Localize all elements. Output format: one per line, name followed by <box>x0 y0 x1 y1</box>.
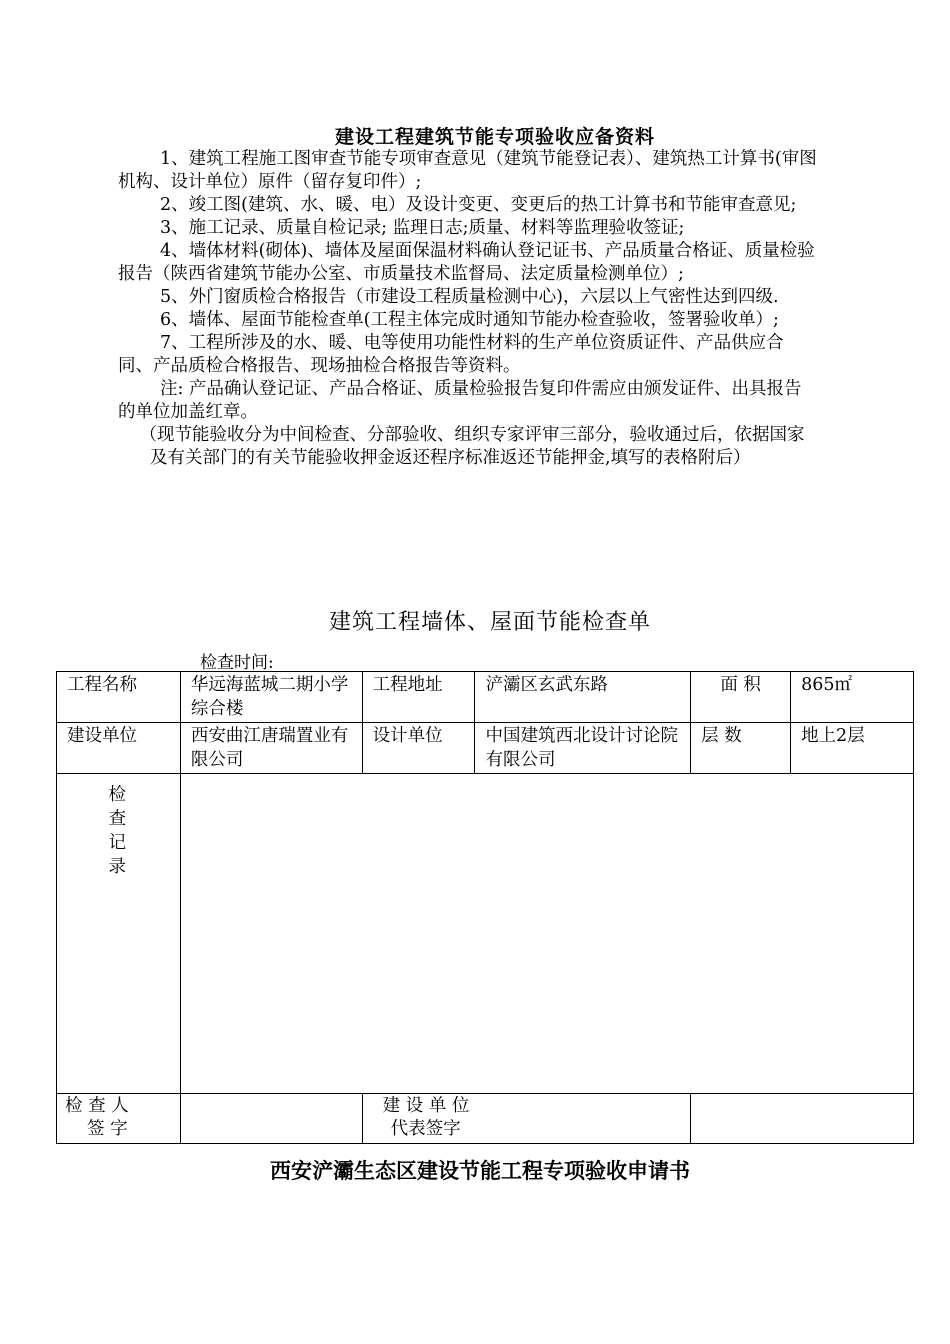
record-label-char: 录 <box>108 857 126 877</box>
record-label-char: 检 <box>108 785 126 805</box>
requirements-list <box>118 148 818 470</box>
inspector-label-line1: 检 查 人 <box>65 1096 129 1116</box>
area-value: 865㎡ <box>791 672 914 723</box>
requirement-item: 2、竣工图(建筑、水、暖、电）及设计变更、变更后的热工计算书和节能审查意见; <box>160 195 797 215</box>
requirement-item: 6、墙体、屋面节能检查单(工程主体完成时通知节能办检查验收，签署验收单）; <box>160 310 779 330</box>
requirement-item: 3、施工记录、质量自检记录; 监理日志;质量、材料等监理验收签证; <box>160 218 685 238</box>
paren-paragraph: （现节能验收分为中间检查、分部验收、组织专家评审三部分，验收通过后，依据国家及有关部门的有关节能验收押金返还程序标准返还节能押金,填写的表格附后） <box>139 425 805 468</box>
address-value: 浐灞区玄武东路 <box>475 672 691 723</box>
note-paragraph: 注: 产品确认登记证、产品合格证、质量检验报告复印件需应由颁发证件、出具报告的单位加盖红章。 <box>118 379 802 422</box>
floors-value: 地上2层 <box>791 723 914 774</box>
form-title: 建筑工程墙体、屋面节能检查单 <box>328 610 651 635</box>
record-label-char: 查 <box>108 809 126 829</box>
designer-value: 中国建筑西北设计讨论院有限公司 <box>475 723 691 774</box>
table-row <box>57 774 914 1094</box>
requirement-item: 1、建筑工程施工图审查节能专项审查意见（建筑节能登记表）、建筑热工计算书(审图机构、设计单位）原件（留存复印件）; <box>118 149 817 192</box>
footer-title: 西安浐灞生态区建设节能工程专项验收申请书 <box>270 1159 690 1183</box>
designer-label: 设计单位 <box>362 723 475 774</box>
address-label: 工程地址 <box>362 672 475 723</box>
table-row <box>57 672 914 723</box>
doc-title: 建设工程建筑节能专项验收应备资料 <box>334 126 655 148</box>
inspection-form-table <box>56 671 914 1144</box>
rep-label-line2: 代表签字 <box>390 1119 461 1139</box>
requirement-item: 5、外门窗质检合格报告（市建设工程质量检测中心)，六层以上气密性达到四级. <box>160 287 779 307</box>
table-row <box>57 1094 914 1144</box>
record-content-cell[interactable] <box>180 774 913 1094</box>
area-label: 面 积 <box>691 672 791 723</box>
inspector-sign-cell[interactable] <box>180 1094 362 1144</box>
builder-value: 西安曲江唐瑞置业有限公司 <box>180 723 362 774</box>
record-label <box>108 783 128 879</box>
project-name-value: 华远海蓝城二期小学综合楼 <box>180 672 362 723</box>
floors-label: 层 数 <box>691 723 791 774</box>
project-name-label: 工程名称 <box>57 672 181 723</box>
rep-sign-label <box>362 1094 691 1144</box>
record-label-char: 记 <box>108 833 126 853</box>
builder-label: 建设单位 <box>57 723 181 774</box>
record-label-cell <box>57 774 181 1094</box>
inspector-label-line2: 签 字 <box>87 1119 128 1139</box>
rep-sign-cell[interactable] <box>691 1094 914 1144</box>
table-row <box>57 723 914 774</box>
inspector-sign-label <box>57 1094 181 1144</box>
requirement-item: 4、墙体材料(砌体)、墙体及屋面保温材料确认登记证书、产品质量合格证、质量检验报告（陕西省建筑节能办公室、市质量技术监督局、法定质量检测单位）; <box>118 241 815 284</box>
rep-label-line1: 建 设 单 位 <box>382 1096 470 1116</box>
requirement-item: 7、工程所涉及的水、暖、电等使用功能性材料的生产单位资质证件、产品供应合同、产品质检合格报告、现场抽检合格报告等资料。 <box>118 333 784 376</box>
check-time-label: 检查时间: <box>200 653 274 673</box>
